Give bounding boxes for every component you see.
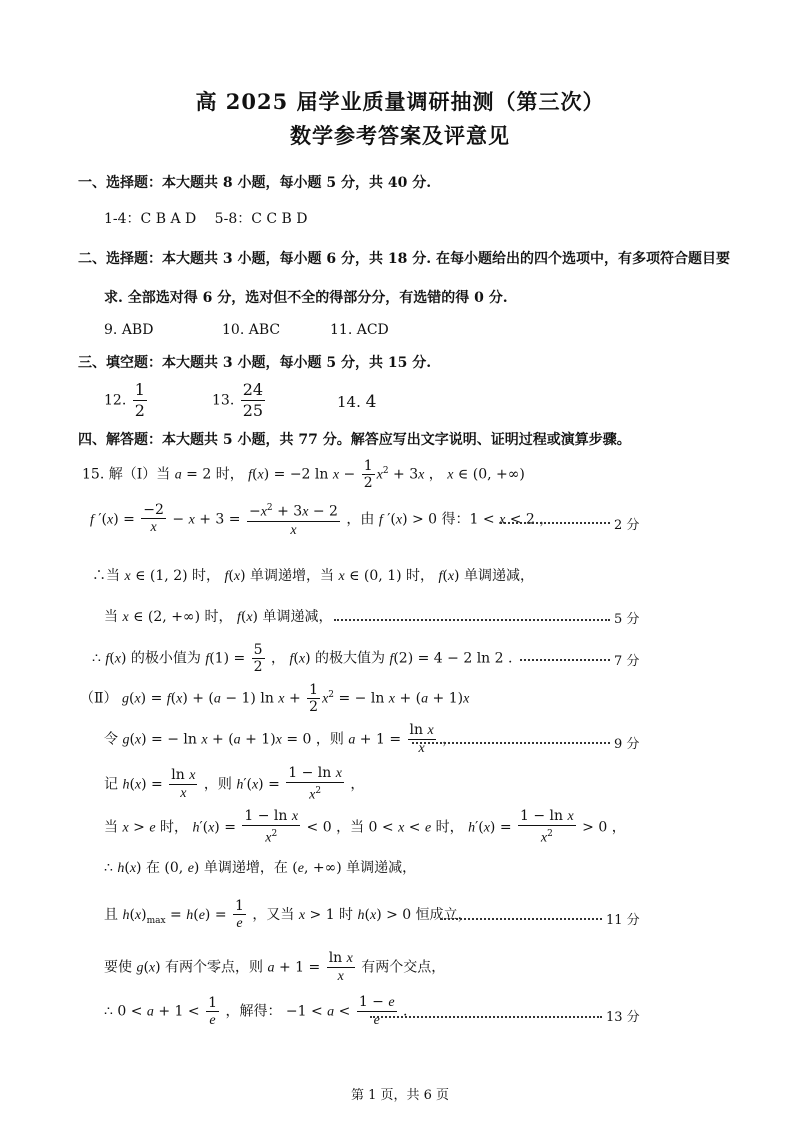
q15-monotonic-2: 当 x ∈ (2, +∞) 时， f(x) 单调递减， — [104, 609, 333, 625]
section2-answer-11: 11. ACD — [330, 322, 389, 338]
section2-answer-10: 10. ABC — [222, 322, 281, 338]
score-13: 13 分 — [606, 1010, 640, 1025]
section4-heading: 四、解答题：本大题共 5 小题，共 77 分。解答应写出文字说明、证明过程或演算步骤。 — [78, 432, 631, 448]
score-7: 7 分 — [614, 654, 640, 669]
q15-part1-statement: 15. 解（Ⅰ）当 a = 2 时， f(x) = −2 ln x − $\frac{1}{2}$ $x^2 + 3x$ ， x ∈ (0, +∞) — [82, 458, 525, 491]
score-2: 2 分 — [614, 518, 640, 533]
q15-define-h: 记 h(x) = $\frac{\text{ln x}}{x}$ ，则 h′(x) = $\frac{\text{1 − ln x}}{x^2}$ ， — [104, 765, 365, 803]
section3-answer-12: 12. $\frac{1}{2}$ — [104, 380, 145, 420]
q15-part2-g: （Ⅱ） g(x) = f(x) + (a − 1) ln x + $\frac{1}{2}$ $x^2$ = − ln x + (a + 1)x — [80, 682, 470, 715]
q15-zero-condition: 令 g(x) = − ln x + (a + 1)x = 0 ，则 a + 1 = $\frac{\text{ln x}}{x}$ ， — [104, 722, 457, 756]
q15-h-max: 且 $h(x)_{max} = h(e)$ = $\frac{1}{e}$ ，又当 x > 1 时 h(x) > 0 恒成立， — [104, 898, 472, 931]
dot-leader — [334, 619, 610, 621]
document-title: 高 2025 届学业质量调研抽测（第三次） — [195, 89, 605, 114]
dot-leader — [412, 742, 610, 744]
q15-monotonic-1: ∴当 x ∈ (1, 2) 时， f(x) 单调递增，当 x ∈ (0, 1) 时， f(x) 单调递减， — [92, 568, 534, 584]
q15-final-answer: ∴ 0 < a + 1 < $\frac{1}{e}$ ，解得： −1 < a < $\frac{1 - e}{e}$ . — [104, 994, 408, 1028]
page-footer: 第 1 页，共 6 页 — [350, 1088, 450, 1103]
dot-leader — [370, 1016, 602, 1018]
section2-heading-line2: 求. 全部选对得 6 分，选对但不全的得部分分，有选错的得 0 分. — [104, 290, 508, 306]
q15-extrema: ∴ f(x) 的极小值为 f(1) = $\frac{5}{2}$ ， f(x) 的极大值为 f(2) = 4 − 2 ln 2 . — [92, 642, 513, 675]
dot-leader — [500, 522, 610, 524]
q15-derivative: f ′(x) = $\frac{-2}{x}$ − x + 3 = $\frac{-x^2 + 3x - 2}{x}$ ，由 f ′(x) > 0 得：1 < x < 2 ， — [90, 500, 553, 539]
dot-leader — [440, 918, 602, 920]
document-subtitle: 数学参考答案及评意见 — [290, 123, 510, 148]
score-9: 9 分 — [614, 737, 640, 752]
section1-answers: 1-4：C B A D 5-8：C C B D — [104, 211, 308, 227]
section2-answer-9: 9. ABD — [104, 322, 154, 338]
q15-h-sign: 当 x > e 时， h′(x) = $\frac{\text{1 − ln x}}{x^2}$ < 0 ，当 0 < x < e 时， h′(x) = $\frac{\text{1 − ln x}}{x^2}$ > 0 ， — [104, 808, 626, 846]
section3-answer-13: 13. $\frac{24}{25}$ — [212, 380, 264, 420]
score-5: 5 分 — [614, 612, 640, 627]
section3-heading: 三、填空题：本大题共 3 小题，每小题 5 分，共 15 分. — [78, 355, 432, 371]
section3-answer-14: 14. 4 — [337, 392, 377, 412]
q15-two-zeros: 要使 g(x) 有两个零点，则 a + 1 = $\frac{\text{ln x}}{x}$ 有两个交点， — [104, 950, 446, 984]
section1-heading: 一、选择题：本大题共 8 小题，每小题 5 分，共 40 分. — [78, 175, 432, 191]
dot-leader — [520, 659, 610, 661]
q15-h-monotonic: ∴ h(x) 在 (0, e) 单调递增，在 (e, +∞) 单调递减， — [104, 860, 417, 876]
section2-heading-line1: 二、选择题：本大题共 3 小题，每小题 6 分，共 18 分. 在每小题给出的四个选项中，有多项符合题目要 — [78, 251, 730, 267]
score-11: 11 分 — [606, 913, 640, 928]
